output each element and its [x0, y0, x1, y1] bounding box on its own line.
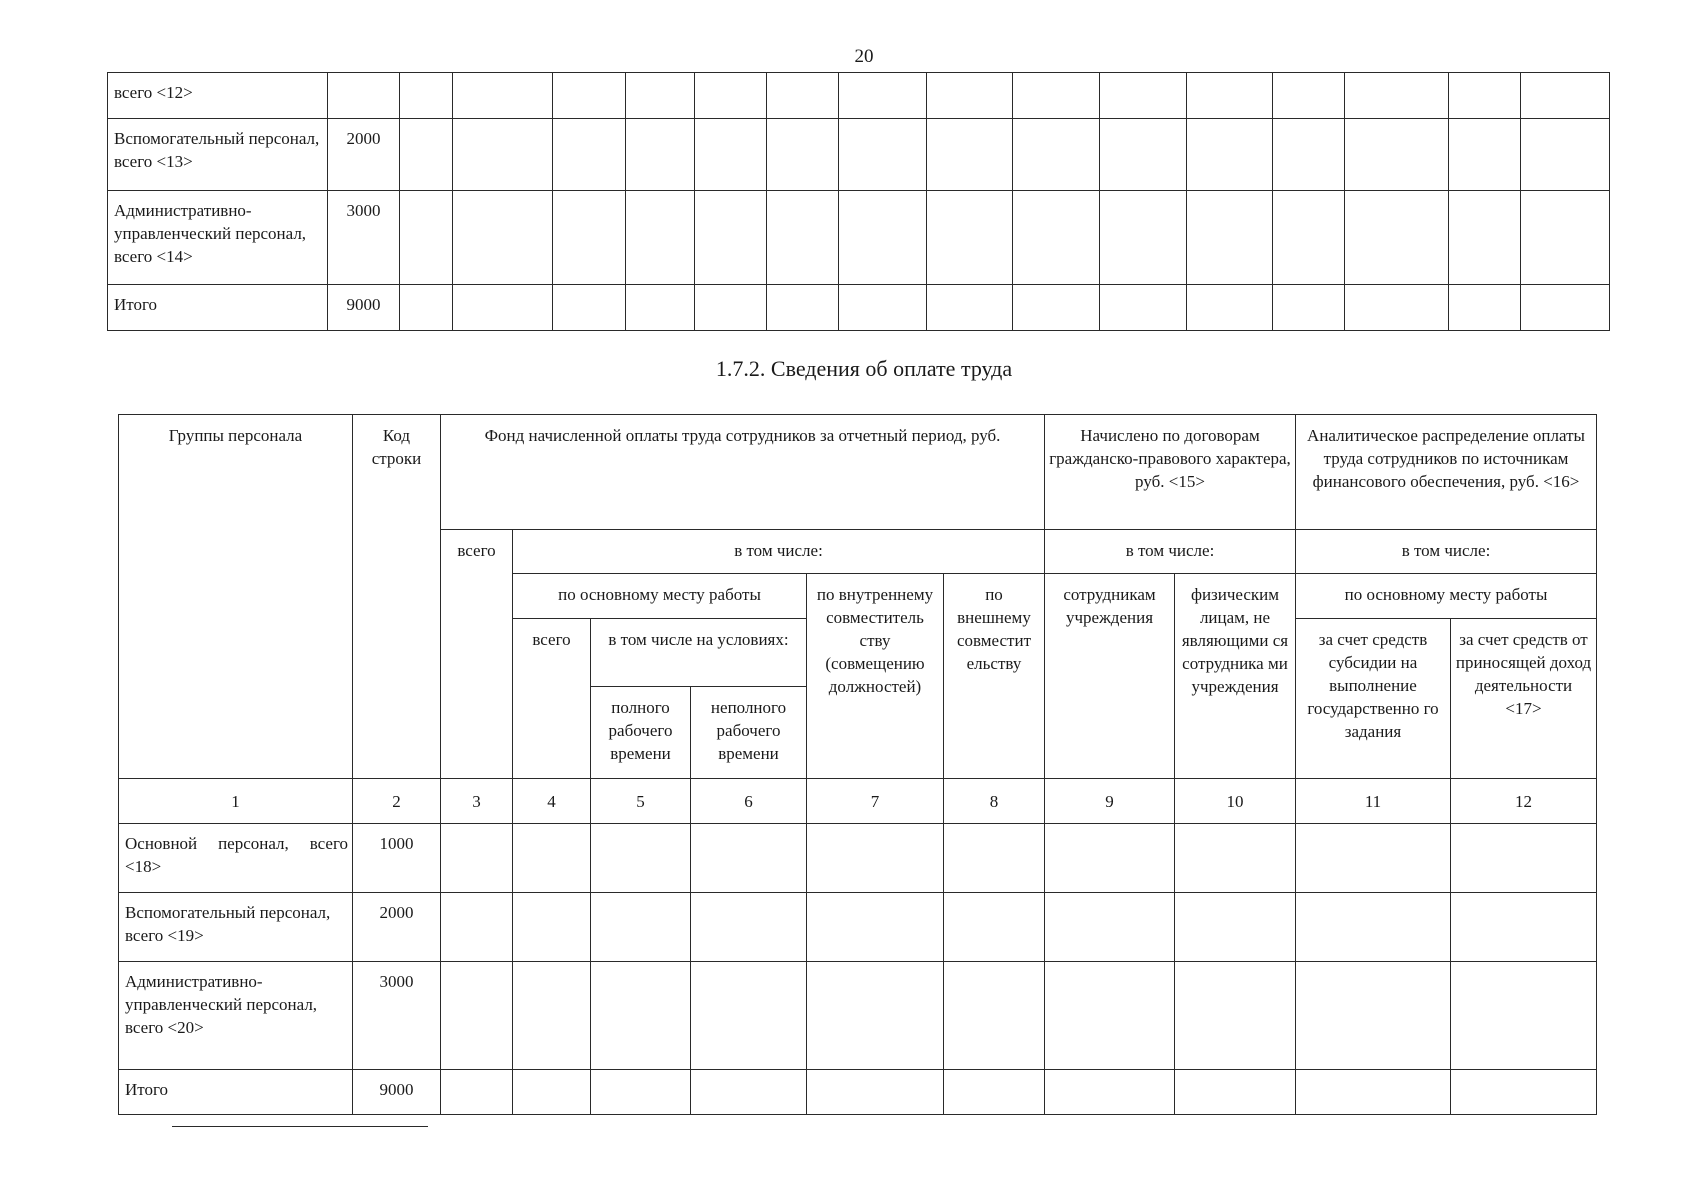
table-row	[108, 73, 1610, 119]
header-civil-including: в том числе:	[1045, 530, 1296, 574]
row-label: Административно-управленческий персонал, всего <14>	[108, 191, 328, 285]
header-internal-combination: по внутреннему совместитель ству (совмещению должностей)	[807, 574, 944, 779]
row-label: Административно-управленческий персонал, всего <20>	[119, 962, 353, 1070]
header-income-activity: за счет средств от приносящей доход деятельности <17>	[1451, 619, 1597, 779]
header-civil-contracts: Начислено по договорам гражданско-правового характера, руб. <15>	[1045, 415, 1296, 530]
header-payroll-fund: Фонд начисленной оплаты труда сотрудников за отчетный период, руб.	[441, 415, 1045, 530]
header-fund-total: всего	[441, 530, 513, 779]
row-label: всего <12>	[108, 73, 328, 119]
table-row	[119, 893, 1597, 962]
column-number: 12	[1451, 779, 1597, 824]
header-main-job-total: всего	[513, 619, 591, 779]
header-personnel-group: Группы персонала	[119, 415, 353, 779]
column-number: 6	[691, 779, 807, 824]
staff-count-table-continuation	[107, 72, 1610, 331]
header-part-time: неполного рабочего времени	[691, 687, 807, 779]
header-row-code: Код строки	[353, 415, 441, 779]
row-code: 9000	[328, 285, 400, 331]
row-label: Итого	[119, 1070, 353, 1115]
table-row	[108, 285, 1610, 331]
footnote-separator	[172, 1126, 428, 1127]
column-number: 1	[119, 779, 353, 824]
row-code: 3000	[328, 191, 400, 285]
header-full-time: полного рабочего времени	[591, 687, 691, 779]
header-main-job: по основному месту работы	[513, 574, 807, 619]
header-to-individuals: физическим лицам, не являющими ся сотрудника ми учреждения	[1175, 574, 1296, 779]
column-number: 11	[1296, 779, 1451, 824]
row-code: 9000	[353, 1070, 441, 1115]
column-number: 4	[513, 779, 591, 824]
column-number: 8	[944, 779, 1045, 824]
header-fund-including: в том числе:	[513, 530, 1045, 574]
column-number: 5	[591, 779, 691, 824]
section-title: 1.7.2. Сведения об оплате труда	[715, 356, 1013, 381]
column-number: 10	[1175, 779, 1296, 824]
page-number: 20	[854, 46, 874, 67]
row-code: 2000	[328, 119, 400, 191]
column-number: 2	[353, 779, 441, 824]
header-to-employees: сотрудникам учреждения	[1045, 574, 1175, 779]
row-label: Основной персонал, всего <18>	[119, 824, 353, 893]
row-label: Вспомогательный персонал, всего <13>	[108, 119, 328, 191]
table-row	[108, 191, 1610, 285]
row-label: Вспомогательный персонал, всего <19>	[119, 893, 353, 962]
header-external-combination: по внешнему совместит ельству	[944, 574, 1045, 779]
header-analytic-main-job: по основному месту работы	[1296, 574, 1597, 619]
payroll-table	[118, 414, 1597, 1115]
column-number: 7	[807, 779, 944, 824]
table-row	[119, 962, 1597, 1070]
table-row	[119, 1070, 1597, 1115]
column-number: 9	[1045, 779, 1175, 824]
row-code: 2000	[353, 893, 441, 962]
header-on-terms: в том числе на условиях:	[591, 619, 807, 687]
row-code: 1000	[353, 824, 441, 893]
header-subsidy: за счет средств субсидии на выполнение государственно го задания	[1296, 619, 1451, 779]
column-numbers-row	[119, 779, 1597, 824]
header-analytic-distribution: Аналитическое распределение оплаты труда сотрудников по источникам финансового обеспечения, руб. <16>	[1296, 415, 1597, 530]
table-row	[108, 119, 1610, 191]
row-code	[328, 73, 400, 119]
table-row	[119, 824, 1597, 893]
column-number: 3	[441, 779, 513, 824]
row-code: 3000	[353, 962, 441, 1070]
header-analytic-including: в том числе:	[1296, 530, 1597, 574]
row-label: Итого	[108, 285, 328, 331]
